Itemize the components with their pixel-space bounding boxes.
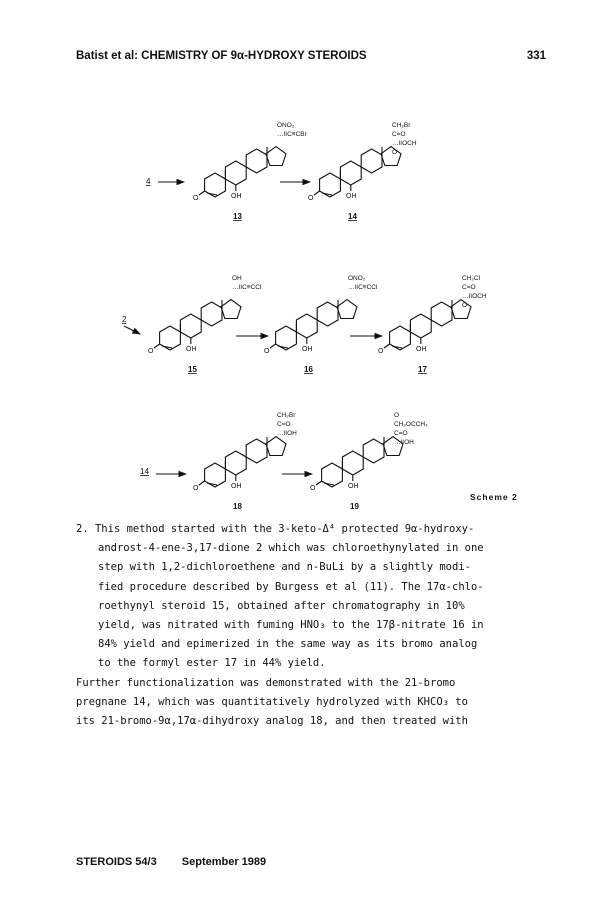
- substituent: ONO₂: [277, 122, 295, 129]
- steroid-14: [308, 122, 417, 221]
- compound-number: 16: [304, 365, 313, 374]
- substituent: ONO₂: [348, 275, 366, 282]
- reaction-scheme: [0, 90, 613, 510]
- substituent: …IIC≡CCl: [232, 284, 262, 291]
- ketone-oxygen: O: [148, 348, 154, 355]
- substituent: CH₂Br: [277, 412, 296, 419]
- compound-number: 17: [418, 365, 427, 374]
- ring-c: [363, 439, 384, 463]
- substituent: …IIOCH: [462, 293, 487, 300]
- ketone-oxygen: O: [264, 348, 270, 355]
- substituent: …IIOH: [394, 439, 414, 446]
- steroid-18: [193, 412, 297, 510]
- ring-c: [361, 149, 382, 173]
- line: androst-4-ene-3,17-dione 2 which was chloroethynylated in one: [98, 542, 484, 555]
- substituent: CH₂OCCH₃: [394, 421, 428, 428]
- ketone-bond: [270, 344, 276, 348]
- ring-d: [337, 300, 357, 319]
- ring-b: [225, 451, 246, 475]
- ring-d: [266, 147, 286, 166]
- line: 2. This method started with the 3-keto-Δ⁴ protected 9α-hydroxy-: [76, 523, 475, 535]
- line: fied procedure described by Burgess et al (11). The 17α-chlo-: [98, 580, 484, 593]
- oh-9: OH: [231, 193, 242, 200]
- ketone-bond: [199, 191, 205, 195]
- ketone-oxygen: O: [193, 485, 199, 492]
- compound-number: 14: [348, 212, 357, 221]
- substituent: …IIC≡CBr: [277, 131, 307, 138]
- steroid-15: [148, 275, 262, 374]
- substituent: …IIOH: [277, 430, 297, 437]
- compound-number: 18: [233, 502, 242, 510]
- body-text: [76, 520, 551, 731]
- ketone-bond: [316, 481, 322, 485]
- line: pregnane 14, which was quantitatively hydrolyzed with KHCO₃ to: [76, 695, 468, 708]
- ketone-oxygen: O: [193, 195, 199, 202]
- oh-9: OH: [186, 346, 197, 353]
- ring-c: [246, 149, 267, 173]
- ring-d: [266, 437, 286, 456]
- substituent: …IIOCH: [392, 140, 417, 147]
- ketone-oxygen: O: [308, 195, 314, 202]
- steroid-16: [264, 275, 378, 374]
- ring-d: [451, 300, 471, 319]
- page-number: 331: [526, 50, 546, 62]
- ring-c: [246, 439, 267, 463]
- line: Further functionalization was demonstrated with the 21-bromo: [76, 676, 456, 689]
- ring-d: [221, 300, 241, 319]
- compound-number: 15: [188, 365, 197, 374]
- oh-9: OH: [302, 346, 313, 353]
- substituent: C=O: [392, 131, 406, 138]
- line: 84% yield and epimerized in the same way as its bromo analog: [98, 638, 478, 651]
- line: yield, was nitrated with fuming HNO₃ to the 17β-nitrate 16 in: [98, 619, 484, 632]
- oh-9: OH: [346, 193, 357, 200]
- ring-b: [340, 161, 361, 185]
- steroid-19: [310, 412, 428, 510]
- running-title: Batist et al: CHEMISTRY OF 9α-HYDROXY STEROIDS: [76, 50, 367, 62]
- start-compound-14: 14: [140, 467, 149, 476]
- steroid-17: [378, 275, 487, 374]
- scheme-label: Scheme 2: [470, 492, 518, 502]
- arrow-2-15: [124, 326, 140, 334]
- substituent: O: [392, 149, 398, 156]
- oh-9: OH: [416, 346, 427, 353]
- substituent: CH₂Br: [392, 122, 411, 129]
- ring-c: [201, 302, 222, 326]
- line: to the formyl ester 17 in 44% yield.: [98, 657, 326, 670]
- start-compound-4: 4: [146, 177, 151, 186]
- substituent: …IIC≡CCl: [348, 284, 378, 291]
- ring-b: [296, 314, 317, 338]
- ring-d: [381, 147, 401, 166]
- compound-number: 13: [233, 212, 242, 221]
- ring-c: [317, 302, 338, 326]
- ketone-bond: [314, 191, 320, 195]
- ring-c: [431, 302, 452, 326]
- oh-9: OH: [348, 483, 359, 490]
- ring-b: [180, 314, 201, 338]
- compound-number: 19: [350, 502, 359, 510]
- ketone-bond: [384, 344, 390, 348]
- paragraph-1: [76, 520, 551, 674]
- substituent: C=O: [277, 421, 291, 428]
- ring-b: [342, 451, 363, 475]
- paragraph-2: [76, 674, 551, 732]
- substituent: C=O: [394, 430, 408, 437]
- ketone-bond: [154, 344, 160, 348]
- ring-b: [410, 314, 431, 338]
- line: roethynyl steroid 15, obtained after chromatography in 10%: [98, 599, 465, 612]
- oh-9: OH: [231, 483, 242, 490]
- ketone-oxygen: O: [378, 348, 384, 355]
- substituent: OH: [232, 275, 242, 282]
- ketone-oxygen: O: [310, 485, 316, 492]
- line: its 21-bromo-9α,17α-dihydroxy analog 18, and then treated with: [76, 715, 468, 728]
- steroid-13: [193, 122, 308, 221]
- ketone-bond: [199, 481, 205, 485]
- substituent: CH₂Cl: [462, 275, 481, 282]
- footer: [76, 856, 288, 868]
- substituent: O: [394, 412, 400, 419]
- start-compound-2: 2: [122, 315, 127, 324]
- substituent: O: [462, 302, 468, 309]
- issue-date: September 1989: [181, 856, 267, 868]
- line: step with 1,2-dichloroethene and n-BuLi by a slightly modi-: [98, 561, 471, 574]
- substituent: C=O: [462, 284, 476, 291]
- journal-issue: STEROIDS 54/3: [76, 856, 157, 868]
- ring-b: [225, 161, 246, 185]
